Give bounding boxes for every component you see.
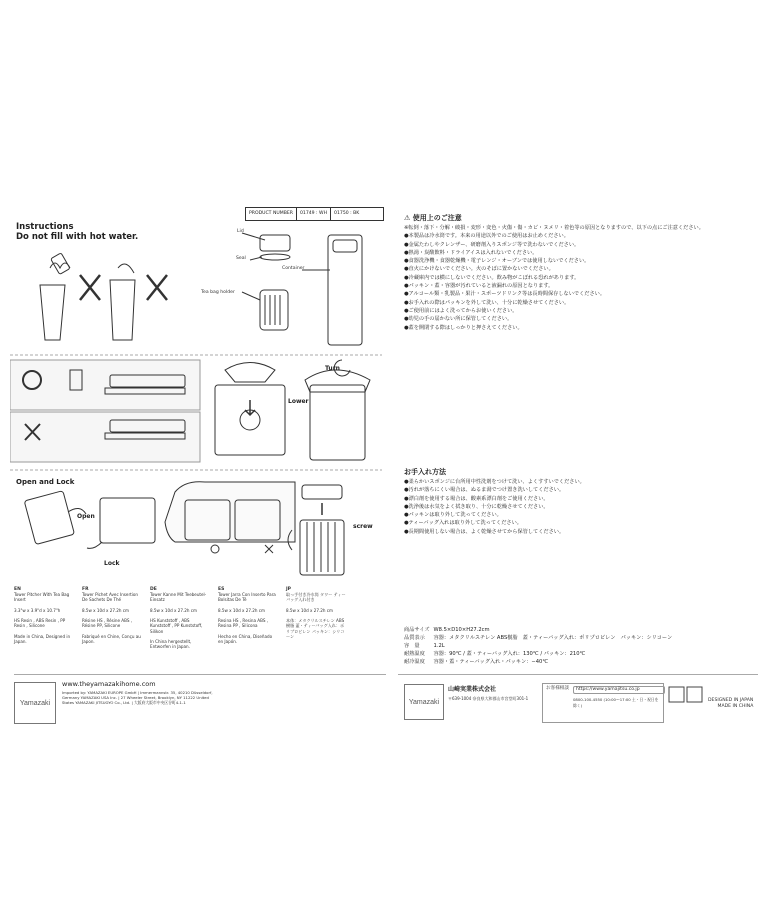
brand-text: Yamazaki <box>408 698 440 706</box>
contact-label: お客様相談 <box>546 686 569 691</box>
caution-section <box>404 211 754 332</box>
col-material: HS Kunststoff , ABS Kunststoff , PP Kunststoff, Silikon <box>150 618 203 634</box>
caution-line: ●蓋を開閉する際はしっかりと押さえてください。 <box>404 324 523 331</box>
spec-value: 容器：90℃ / 蓋・ティーバッグ入れ：130℃ / パッキン：210℃ <box>433 651 586 657</box>
seal-label: Seal <box>236 256 246 261</box>
lower-label: Lower <box>288 398 309 405</box>
col-code: FR <box>82 587 89 592</box>
spec-value: W8.5×D10×H27.2cm <box>433 627 490 633</box>
product-number-wh: 01749 : WH <box>297 208 331 220</box>
importer-info: Imported by: YAMAZAKI EUROPE GmbH | Immermannstr. 35, 40210 Düsseldorf, Germany YAMAZAKI USA Inc. | 27 Wheeler Street, Brooklyn, NY 11222 United States YAMAZAKI JITSUGYO Co., Ltd. | 大阪府大阪市中央区谷町4-1-1 <box>62 690 213 705</box>
caution-line: ●本製品は冷水筒です。本来の用途以外でのご使用はお止めください。 <box>404 233 569 240</box>
contact-tel: 0800-100-4550 (10:00〜17:00 土・日・祝日を除く) <box>573 697 659 708</box>
care-section <box>404 465 754 536</box>
col-material: HS Resin , ABS Resin , PP Resin , Silicone <box>14 618 66 629</box>
col-code: EN <box>14 587 21 592</box>
spec-key: 耐熱温度 <box>404 651 425 657</box>
care-line: ●柔らかいスポンジに台所用中性洗剤をつけて洗い、よくすすいでください。 <box>404 479 585 485</box>
spec-key: 容 量 <box>404 643 420 649</box>
col-material: 本体：メタクリルスチレン ABS樹脂 蓋・ティーバッグ入れ：ポリプロピレン パッキン：シリコーン <box>286 618 345 639</box>
right-footer-divider <box>398 674 758 675</box>
col-code: ES <box>218 587 225 592</box>
caution-line: ●金属たわしやクレンザー、研磨剤入りスポンジ等で洗わないでください。 <box>404 241 580 248</box>
caution-line: ●幼児の手の届かない所に保管してください。 <box>404 316 513 323</box>
col-size: 8.5w x 10d x 27.2h cm <box>82 607 129 613</box>
pp-recycle-icon <box>669 687 684 702</box>
spec-row <box>404 642 676 650</box>
caution-line: ●アルコール類・乳製品・果汁・スポーツドリンク等は長時間保存しないでください。 <box>404 291 606 298</box>
column-de <box>150 586 210 649</box>
col-title: 取っ手付き冷水筒 タワー ティーバッグ入れ付き <box>286 592 346 603</box>
yamazaki-logo-right <box>404 684 444 720</box>
caution-line: ●熱湯・炭酸飲料・ドライアイスは入れないでください。 <box>404 249 538 256</box>
spec-value: 容器：メタクリルスチレン ABS樹脂 蓋・ティーバッグ入れ：ポリプロピレン パッキン：シリコーン <box>433 635 673 641</box>
product-number-box <box>245 207 384 221</box>
yamazaki-logo-left <box>14 682 56 724</box>
col-title: Tower Jarra Con Inserto Para Bolsitas De Té <box>218 592 276 603</box>
col-code: DE <box>150 587 157 592</box>
pla-recycle-icon <box>687 687 702 702</box>
instructions-heading: Instructions <box>16 222 74 232</box>
col-title: Tower Pitcher With Tea Bag Insert <box>14 592 70 603</box>
tea-bag-holder-label: Tea bag holder <box>201 290 235 295</box>
caution-line: ●冷蔵庫内では横にしないでください。飲み物がこぼれる恐れがあります。 <box>404 274 580 281</box>
recycle-icons <box>668 686 704 714</box>
care-line: ●汚れが落ちにくい場合は、ぬるま湯でつけ置き洗いしてください。 <box>404 487 565 494</box>
product-number-label: PRODUCT NUMBER <box>246 208 297 220</box>
product-number-bk: 01750 : BK <box>334 211 360 216</box>
caution-line: ※転倒・落下・分解・破損・変形・変色・火傷・傷・カビ・ヌメリ・着色等の原因となりますので、以下の点にご注意ください。 <box>404 225 704 231</box>
caution-title-text: 使用上のご注意 <box>412 214 462 222</box>
website: www.theyamazakihome.com <box>62 680 156 688</box>
care-title: お手入れ方法 <box>404 468 446 476</box>
brand-text: Yamazaki <box>19 699 51 707</box>
hot-water-warning: Do not fill with hot water. <box>16 232 139 242</box>
origin-block <box>708 698 753 710</box>
open-label: Open <box>77 513 95 520</box>
spec-value: 1.2L <box>433 643 445 649</box>
left-footer-divider <box>14 674 386 675</box>
care-line: ●漂白剤を使用する場合は、酸素系漂白剤をご使用ください。 <box>404 495 549 502</box>
col-title: Tower Kanne Mit Teebeutel-Einsatz <box>150 592 207 603</box>
care-line: ●ティーバッグ入れは取り外して洗ってください。 <box>404 520 522 527</box>
lock-label: Lock <box>104 560 120 567</box>
designed-in: DESIGNED IN JAPAN <box>708 698 754 703</box>
made-in: MADE IN CHINA <box>717 704 754 709</box>
spec-row <box>404 626 676 634</box>
open-lock-title: Open and Lock <box>16 478 75 486</box>
caution-line: ●お手入れの際はパッキンを外して洗い、十分に乾燥させてください。 <box>404 299 570 306</box>
spec-row <box>404 650 676 658</box>
col-size: 8.5w x 10d x 27.2h cm <box>286 607 333 613</box>
instruction-illustrations <box>10 230 382 590</box>
col-note: Fabriqué en Chine, Conçu au Japon. <box>82 633 141 645</box>
col-size: 8.5w x 10d x 27.2h cm <box>150 607 197 613</box>
spec-key: 耐冷温度 <box>404 659 425 665</box>
contact-url[interactable]: https://www.yamajitsu.co.jp <box>573 686 665 694</box>
col-title: Tower Pichet Avec Insertion De Sachets De Thé <box>82 592 138 603</box>
col-note: Made in China, Designed in Japan. <box>14 633 71 645</box>
screw-label: screw <box>353 523 373 530</box>
col-size: 8.5w x 10d x 27.2h cm <box>218 607 265 613</box>
turn-label: Turn <box>325 365 340 372</box>
col-note: In China hergestellt, Entworfen in Japan. <box>150 639 192 650</box>
language-columns <box>14 586 384 649</box>
company-address: 〒639-1004 奈良県大和郡山市宮堂町301-1 <box>448 696 529 701</box>
spec-row <box>404 658 676 666</box>
col-note: Hecho en China, Diseñado en Japón. <box>218 633 273 645</box>
caution-line: ●直火にかけないでください。火のそばに置かないでください。 <box>404 266 554 273</box>
caution-line: ●食器洗浄機・食器乾燥機・電子レンジ・オーブンでは使用しないでください。 <box>404 258 590 265</box>
spec-key: 商品サイズ <box>404 627 430 633</box>
col-code: JP <box>286 587 291 592</box>
spec-row <box>404 634 676 642</box>
column-es <box>218 586 278 649</box>
spec-key: 品質表示 <box>404 635 425 641</box>
care-line: ●長期間使用しない場合は、よく乾燥させてから保管してください。 <box>404 528 565 535</box>
caution-line: ●パッキン・蓋・容器が汚れていると液漏れの原因となります。 <box>404 283 554 290</box>
caution-line: ●ご使用前にはよく洗ってからお使いください。 <box>404 307 518 314</box>
company-name: 山崎実業株式会社 <box>448 686 497 693</box>
care-line: ●洗浄後は水気をよく拭き取り、十分に乾燥させてください。 <box>404 503 549 510</box>
spec-table <box>404 626 676 666</box>
lid-label: Lid <box>237 229 244 234</box>
col-size: 3.3"w x 3.9"d x 10.7"h <box>14 607 61 613</box>
care-line: ●パッキンは取り外して洗ってください。 <box>404 512 502 519</box>
column-fr <box>82 586 142 649</box>
col-material: Résine HS , Résine ABS , Résine PP, Silicone <box>82 618 133 629</box>
contact-box <box>542 683 664 723</box>
container-label: Container <box>282 266 305 271</box>
caution-title: ⚠ 使用上のご注意 <box>404 214 462 222</box>
col-material: Resina HS , Resina ABS , Resina PP , Silicona <box>218 618 269 629</box>
column-jp <box>286 586 346 649</box>
spec-value: 容器・蓋・ティーバッグ入れ・パッキン：−40℃ <box>433 659 549 665</box>
column-en <box>14 586 74 649</box>
